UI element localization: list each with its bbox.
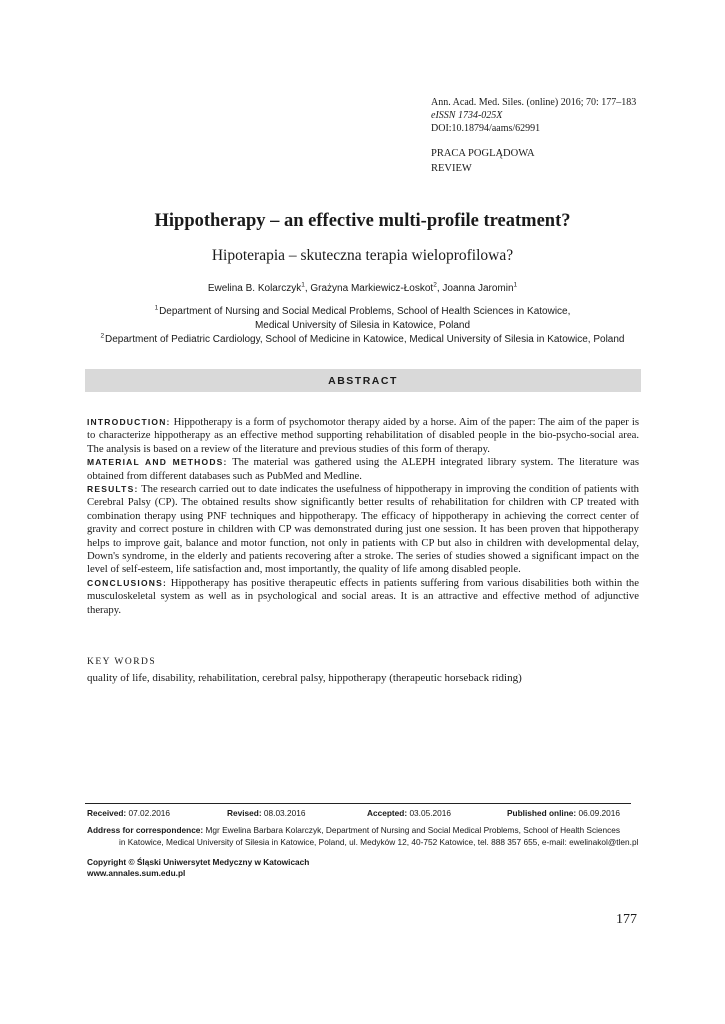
abstract-conclusions (87, 577, 639, 617)
results-text: The research carried out to date indicates the usefulness of hippotherapy in improving the condition of patients with Cerebral Palsy (CP). The obtained results show significantly better results of rehabilitation for children with CP treated with combination therapy using PNF techniques and hippotherapy. The efficacy of hippotherapy in achieving the correct center of gravity and correct posture in children with CP was demonstrated during just one session. It has been proven that hippotherapy helps to improve gait, balance and motor function, not only in patients with CP but also in children with developmental delay, Down's syndrome, in the elderly and patients recovering after a stroke. The series of studies showed a significant impact on the level of self-esteem, life satisfaction and, most importantly, the quality of life among disabled people. (87, 483, 640, 576)
methods-text: The material was gathered using the ALEPH integrated library system. The literature was obtained from different databases such as PubMed and Medline. (87, 456, 640, 482)
author-affil-sup: 1 (301, 281, 305, 289)
author-name: Ewelina B. Kolarczyk (207, 283, 302, 294)
eissn: eISSN 1734-025X (431, 110, 503, 121)
revised-value: 08.03.2016 (263, 808, 306, 818)
author-separator: , (304, 283, 311, 294)
abstract-heading: ABSTRACT (85, 369, 641, 392)
accepted-value: 03.05.2016 (409, 808, 451, 818)
copyright (87, 857, 309, 879)
author-list (0, 283, 725, 294)
article-type-english: REVIEW (431, 163, 472, 174)
keywords-heading: KEY WORDS (87, 657, 157, 667)
correspondence-line: Mgr Ewelina Barbara Kolarczyk, Department of Nursing and Social Medical Problems, School of Health Sciences (205, 825, 621, 835)
affiliation-sup: 1 (154, 304, 159, 312)
accepted-date (367, 808, 451, 818)
accepted-label: Accepted: (367, 808, 408, 818)
journal-citation: Ann. Acad. Med. Siles. (online) 2016; 70: 177–183 (431, 97, 637, 108)
published-value: 06.09.2016 (578, 808, 620, 818)
doi: DOI:10.18794/aams/62991 (431, 123, 541, 134)
correspondence-label: Address for correspondence: (87, 825, 204, 835)
article-type (431, 146, 535, 176)
footer-divider (85, 803, 631, 804)
author-separator: , (436, 283, 443, 294)
conclusions-label: CONCLUSIONS: (87, 577, 168, 588)
author-affil-sup: 2 (433, 281, 437, 289)
author-affil-sup: 1 (513, 281, 518, 289)
abstract-body (87, 416, 639, 617)
revised-label: Revised: (227, 808, 262, 818)
affiliation-line: Medical University of Silesia in Katowice, Poland (254, 320, 471, 331)
paper-title: Hippotherapy – an effective multi-profile treatment? (154, 211, 571, 231)
received-label: Received: (87, 808, 127, 818)
affiliation-2 (0, 333, 725, 347)
affiliation-sup: 2 (100, 332, 105, 340)
abstract-introduction (87, 416, 639, 456)
introduction-text: Hippotherapy is a form of psychomotor therapy aided by a horse. Aim of the paper: The aim of the paper is to characterize hippotherapy as an effective method supporting rehabilitation of disabled people in the bio-psycho-social area. The analysis is based on a review of the literature and previous studies of this form of therapy. (87, 416, 639, 455)
published-date (507, 808, 620, 818)
keywords-text: quality of life, disability, rehabilitation, cerebral palsy, hippotherapy (therapeutic horseback riding) (87, 672, 522, 684)
introduction-label: INTRODUCTION: (87, 417, 171, 427)
affiliation-line: Department of Pediatric Cardiology, School of Medicine in Katowice, Medical University of Silesia in Katowice, Poland (104, 334, 625, 345)
revised-date (227, 808, 305, 818)
affiliation-line: Department of Nursing and Social Medical Problems, School of Health Sciences in Katowice, (159, 306, 571, 317)
author-name: Grażyna Markiewicz-Łoskot (310, 283, 434, 294)
author-name: Joanna Jaromin (442, 283, 514, 294)
received-date (87, 808, 170, 818)
received-value: 07.02.2016 (128, 808, 171, 818)
abstract-methods (87, 456, 639, 483)
copyright-line: Copyright © Śląski Uniwersytet Medyczny w Katowicach (87, 857, 310, 867)
affiliation-1 (0, 305, 725, 333)
methods-label: MATERIAL AND METHODS: (87, 457, 228, 468)
correspondence-line: in Katowice, Medical University of Silesia in Katowice, Poland, ul. Medyków 12, 40-752 Katowice, tel. 888 357 655, e-mail: ewelinakol@tlen.pl (119, 836, 639, 847)
journal-meta (431, 96, 636, 135)
abstract-results (87, 483, 639, 577)
article-type-polish: PRACA POGLĄDOWA (431, 148, 535, 159)
page-number: 177 (616, 912, 637, 927)
journal-website: www.annales.sum.edu.pl (87, 868, 186, 878)
conclusions-text: Hippotherapy has positive therapeutic effects in patients suffering from various disabilities both within the musculoskeletal system as well as in psychological and social areas. It is an attractive and effective method of adjunctive therapy. (87, 576, 639, 616)
paper-subtitle: Hipoterapia – skuteczna terapia wieloprofilowa? (211, 247, 514, 264)
correspondence (87, 825, 647, 848)
results-label: RESULTS: (87, 484, 139, 495)
published-label: Published online: (507, 808, 577, 818)
